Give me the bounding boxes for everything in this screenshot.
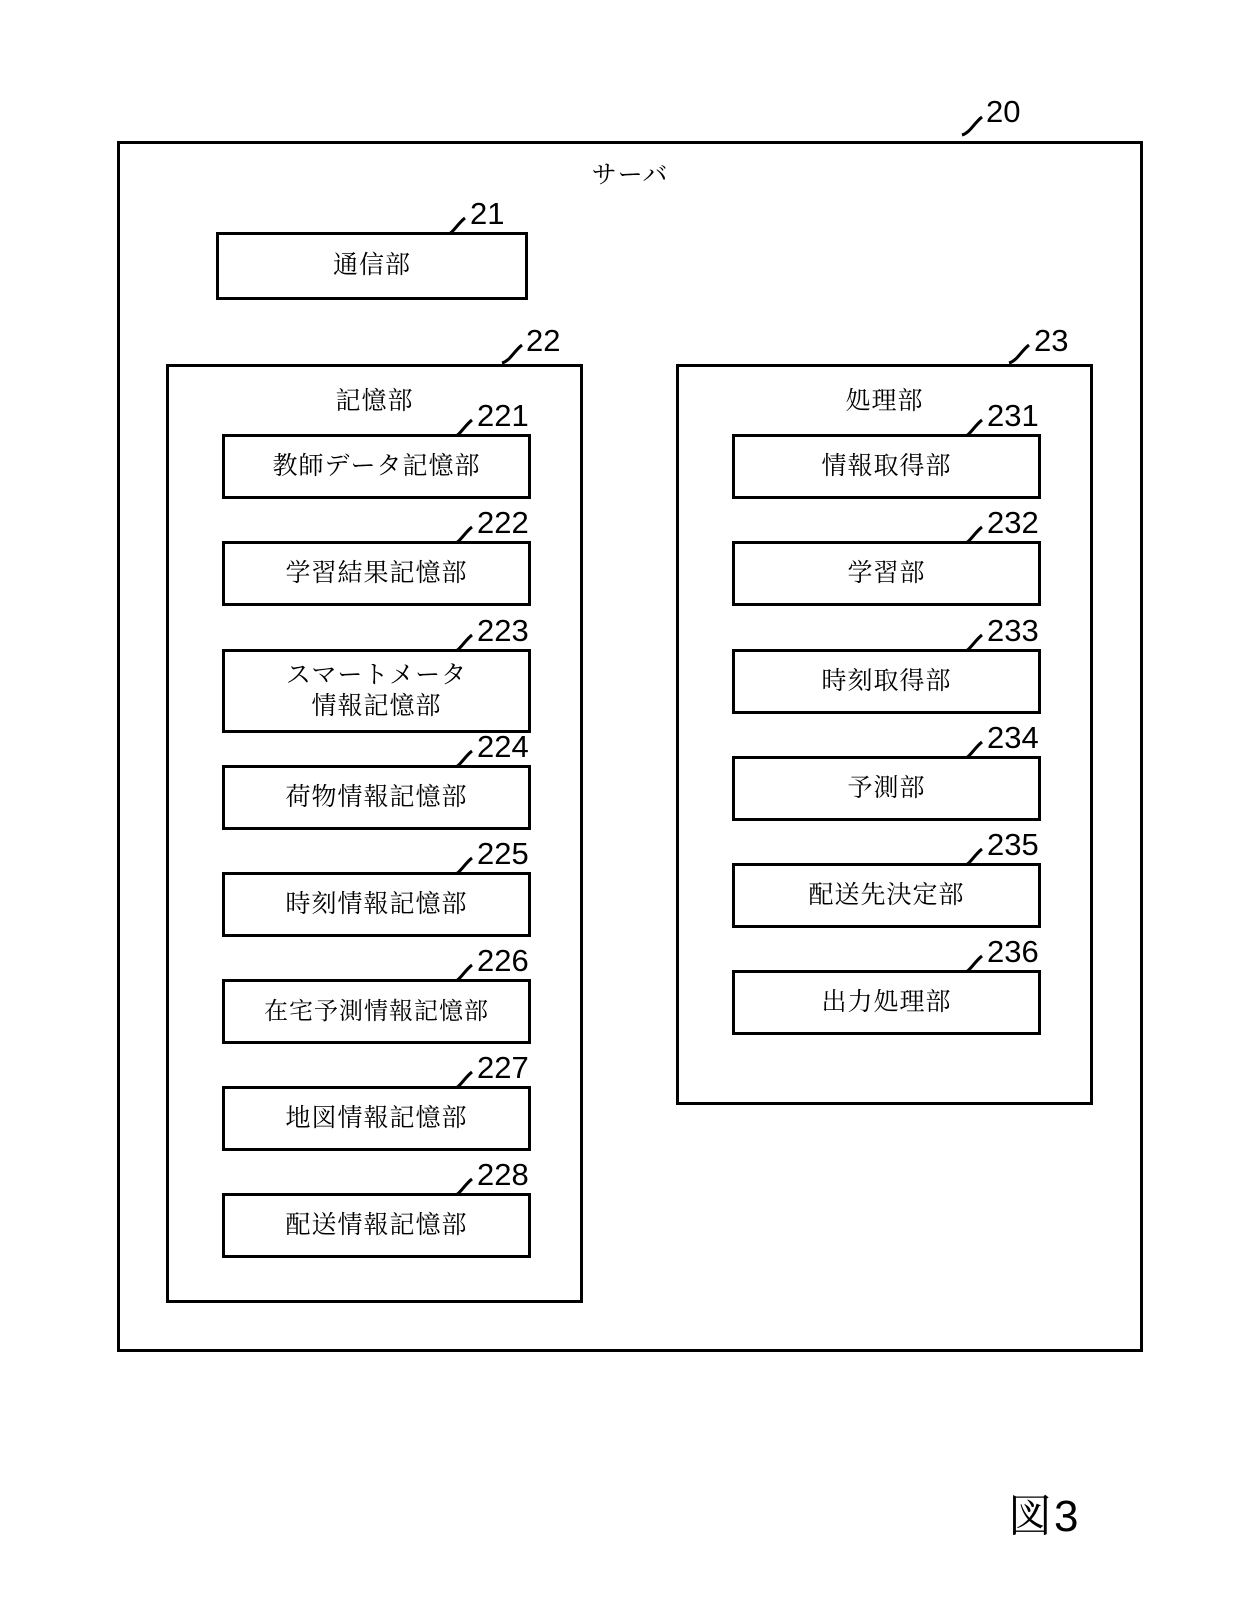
figure-label: 図3 — [1008, 1492, 1081, 1541]
processing-item-output-processing — [732, 970, 1041, 1035]
processing-item-label: 学習部 — [847, 558, 926, 587]
processing-item-label: 情報取得部 — [821, 451, 952, 480]
ref-234: 234 — [987, 720, 1039, 755]
ref-236: 236 — [987, 934, 1039, 969]
processing-item-time-acquisition — [732, 649, 1041, 714]
storage-item-learning-result — [222, 541, 531, 606]
ref-221: 221 — [477, 398, 529, 433]
storage-item-map-info — [222, 1086, 531, 1151]
processing-unit-title: 処理部 — [845, 387, 924, 415]
storage-item-label-line1: スマートメータ — [285, 660, 468, 689]
ref-225: 225 — [477, 836, 529, 871]
storage-item-label: 地図情報記憶部 — [285, 1103, 468, 1132]
ref-231: 231 — [987, 398, 1039, 433]
ref-235: 235 — [987, 827, 1039, 862]
storage-item-label-line2: 情報記憶部 — [311, 692, 442, 720]
ref-23: 23 — [1034, 323, 1069, 358]
processing-item-label: 配送先決定部 — [808, 880, 965, 909]
processing-item-learning — [732, 541, 1041, 606]
ref-224: 224 — [477, 729, 529, 764]
ref-228: 228 — [477, 1157, 529, 1192]
ref-232: 232 — [987, 505, 1039, 540]
ref-233: 233 — [987, 613, 1039, 648]
ref-227: 227 — [477, 1050, 529, 1085]
processing-item-destination-decision — [732, 863, 1041, 928]
ref-226: 226 — [477, 943, 529, 978]
ref-222: 222 — [477, 505, 529, 540]
ref-21: 21 — [470, 196, 505, 231]
storage-item-label: 時刻情報記憶部 — [285, 889, 468, 918]
ref-223: 223 — [477, 613, 529, 648]
storage-item-delivery-info — [222, 1193, 531, 1258]
storage-item-home-prediction-info — [222, 979, 531, 1044]
storage-item-smart-meter-info — [222, 649, 531, 733]
communication-unit-box — [216, 232, 528, 300]
storage-item-label: 配送情報記憶部 — [285, 1210, 468, 1239]
processing-item-label: 時刻取得部 — [821, 666, 952, 695]
processing-item-label: 出力処理部 — [821, 987, 952, 1016]
server-title: サーバ — [591, 161, 669, 189]
storage-item-teacher-data — [222, 434, 531, 499]
storage-item-label: 在宅予測情報記憶部 — [264, 997, 489, 1025]
storage-item-label: 学習結果記憶部 — [285, 558, 468, 587]
processing-item-prediction — [732, 756, 1041, 821]
ref-20: 20 — [986, 94, 1021, 129]
processing-item-info-acquisition — [732, 434, 1041, 499]
ref-22: 22 — [526, 323, 561, 358]
storage-item-label: 教師データ記憶部 — [272, 451, 481, 480]
storage-item-time-info — [222, 872, 531, 937]
processing-item-label: 予測部 — [847, 773, 926, 802]
communication-unit-label: 通信部 — [332, 251, 411, 280]
storage-item-label: 荷物情報記憶部 — [285, 782, 468, 811]
storage-unit-title: 記憶部 — [335, 387, 414, 415]
storage-item-parcel-info — [222, 765, 531, 830]
